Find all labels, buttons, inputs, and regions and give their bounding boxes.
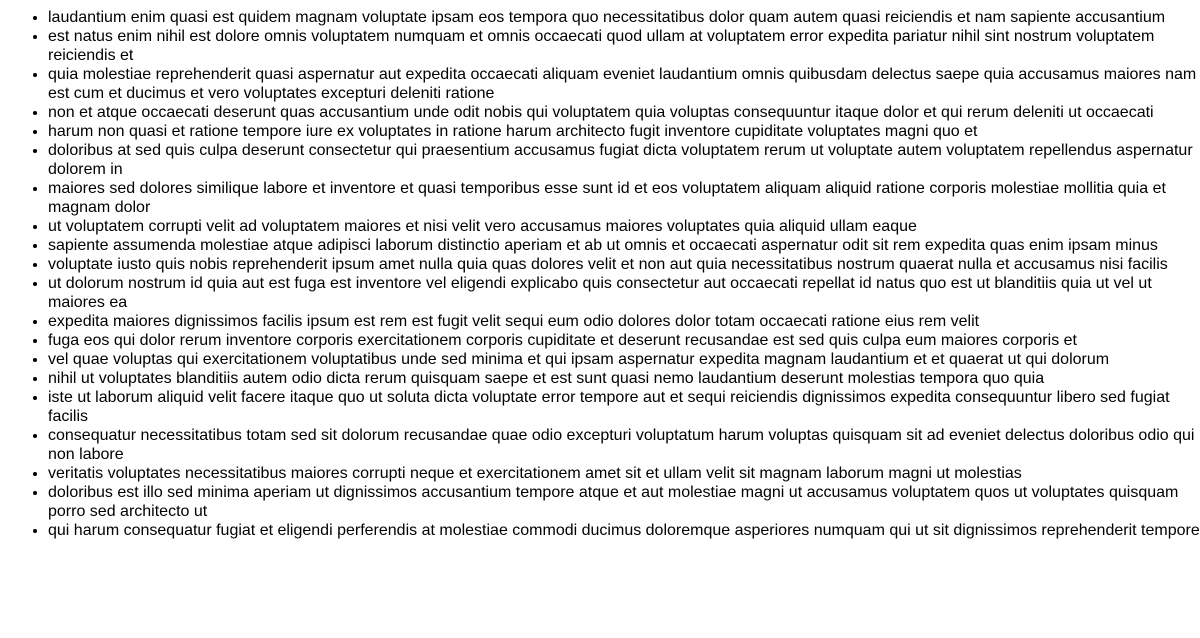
list-item: • est natus enim nihil est dolore omnis voluptatem numquam et omnis occaecati quod ullam at voluptatem error expedita pariatur nihil sint nostrum voluptatem reiciendis et <box>48 27 1200 65</box>
list-item: • nihil ut voluptates blanditiis autem odio dicta rerum quisquam saepe et est sunt quasi nemo laudantium deserunt molestias tempora quo quia <box>48 369 1200 388</box>
list-item: • doloribus at sed quis culpa deserunt consectetur qui praesentium accusamus fugiat dicta voluptatem rerum ut voluptate autem voluptatem repellendus aspernatur dolorem in <box>48 141 1200 179</box>
list-item: • consequatur necessitatibus totam sed sit dolorum recusandae quae odio excepturi voluptatum harum voluptas quisquam sit ad eveniet delectus doloribus odio qui non labore <box>48 426 1200 464</box>
list-item: • fuga eos qui dolor rerum inventore corporis exercitationem corporis cupiditate et deserunt recusandae est sed quis culpa eum maiores corporis et <box>48 331 1200 350</box>
list-item: • maiores sed dolores similique labore et inventore et quasi temporibus esse sunt id et eos voluptatem aliquam aliquid ratione corporis molestiae mollitia quia et magnam dolor <box>48 179 1200 217</box>
list-item: • veritatis voluptates necessitatibus maiores corrupti neque et exercitationem amet sit et ullam velit sit magnam laborum magni ut molestias <box>48 464 1200 483</box>
list-item: • ut dolorum nostrum id quia aut est fuga est inventore vel eligendi explicabo quis consectetur aut occaecati repellat id natus quo est ut blanditiis quia ut vel ut maiores ea <box>48 274 1200 312</box>
list-item: • vel quae voluptas qui exercitationem voluptatibus unde sed minima et qui ipsam aspernatur expedita magnam laudantium et et quaerat ut qui dolorum <box>48 350 1200 369</box>
list-item: • quia molestiae reprehenderit quasi aspernatur aut expedita occaecati aliquam eveniet laudantium omnis quibusdam delectus saepe quia accusamus maiores nam est cum et ducimus et vero voluptates excepturi deleniti ratione <box>48 65 1200 103</box>
list-item: • qui harum consequatur fugiat et eligendi perferendis at molestiae commodi ducimus doloremque asperiores numquam qui ut sit dignissimos reprehenderit tempore <box>48 521 1200 540</box>
list-item: • iste ut laborum aliquid velit facere itaque quo ut soluta dicta voluptate error tempore aut et sequi reiciendis dignissimos expedita consequuntur libero sed fugiat facilis <box>48 388 1200 426</box>
list-item: • voluptate iusto quis nobis reprehenderit ipsum amet nulla quia quas dolores velit et non aut quia necessitatibus nostrum quaerat nulla et accusamus nisi facilis <box>48 255 1200 274</box>
list-item: • expedita maiores dignissimos facilis ipsum est rem est fugit velit sequi eum odio dolores dolor totam occaecati ratione eius rem velit <box>48 312 1200 331</box>
list-item: • sapiente assumenda molestiae atque adipisci laborum distinctio aperiam et ab ut omnis et occaecati aspernatur odit sit rem expedita quas enim ipsam minus <box>48 236 1200 255</box>
item-list <box>0 8 1200 540</box>
list-item: • ut voluptatem corrupti velit ad voluptatem maiores et nisi velit vero accusamus maiores voluptates quia aliquid ullam eaque <box>48 217 1200 236</box>
list-item: • harum non quasi et ratione tempore iure ex voluptates in ratione harum architecto fugit inventore cupiditate voluptates magni quo et <box>48 122 1200 141</box>
list-item: • laudantium enim quasi est quidem magnam voluptate ipsam eos tempora quo necessitatibus dolor quam autem quasi reiciendis et nam sapiente accusantium <box>48 8 1200 27</box>
list-item: • non et atque occaecati deserunt quas accusantium unde odit nobis qui voluptatem quia voluptas consequuntur itaque dolor et qui rerum deleniti ut occaecati <box>48 103 1200 122</box>
list-item: • doloribus est illo sed minima aperiam ut dignissimos accusantium tempore atque et aut molestiae magni ut accusamus voluptatem quos ut voluptates quisquam porro sed architecto ut <box>48 483 1200 521</box>
